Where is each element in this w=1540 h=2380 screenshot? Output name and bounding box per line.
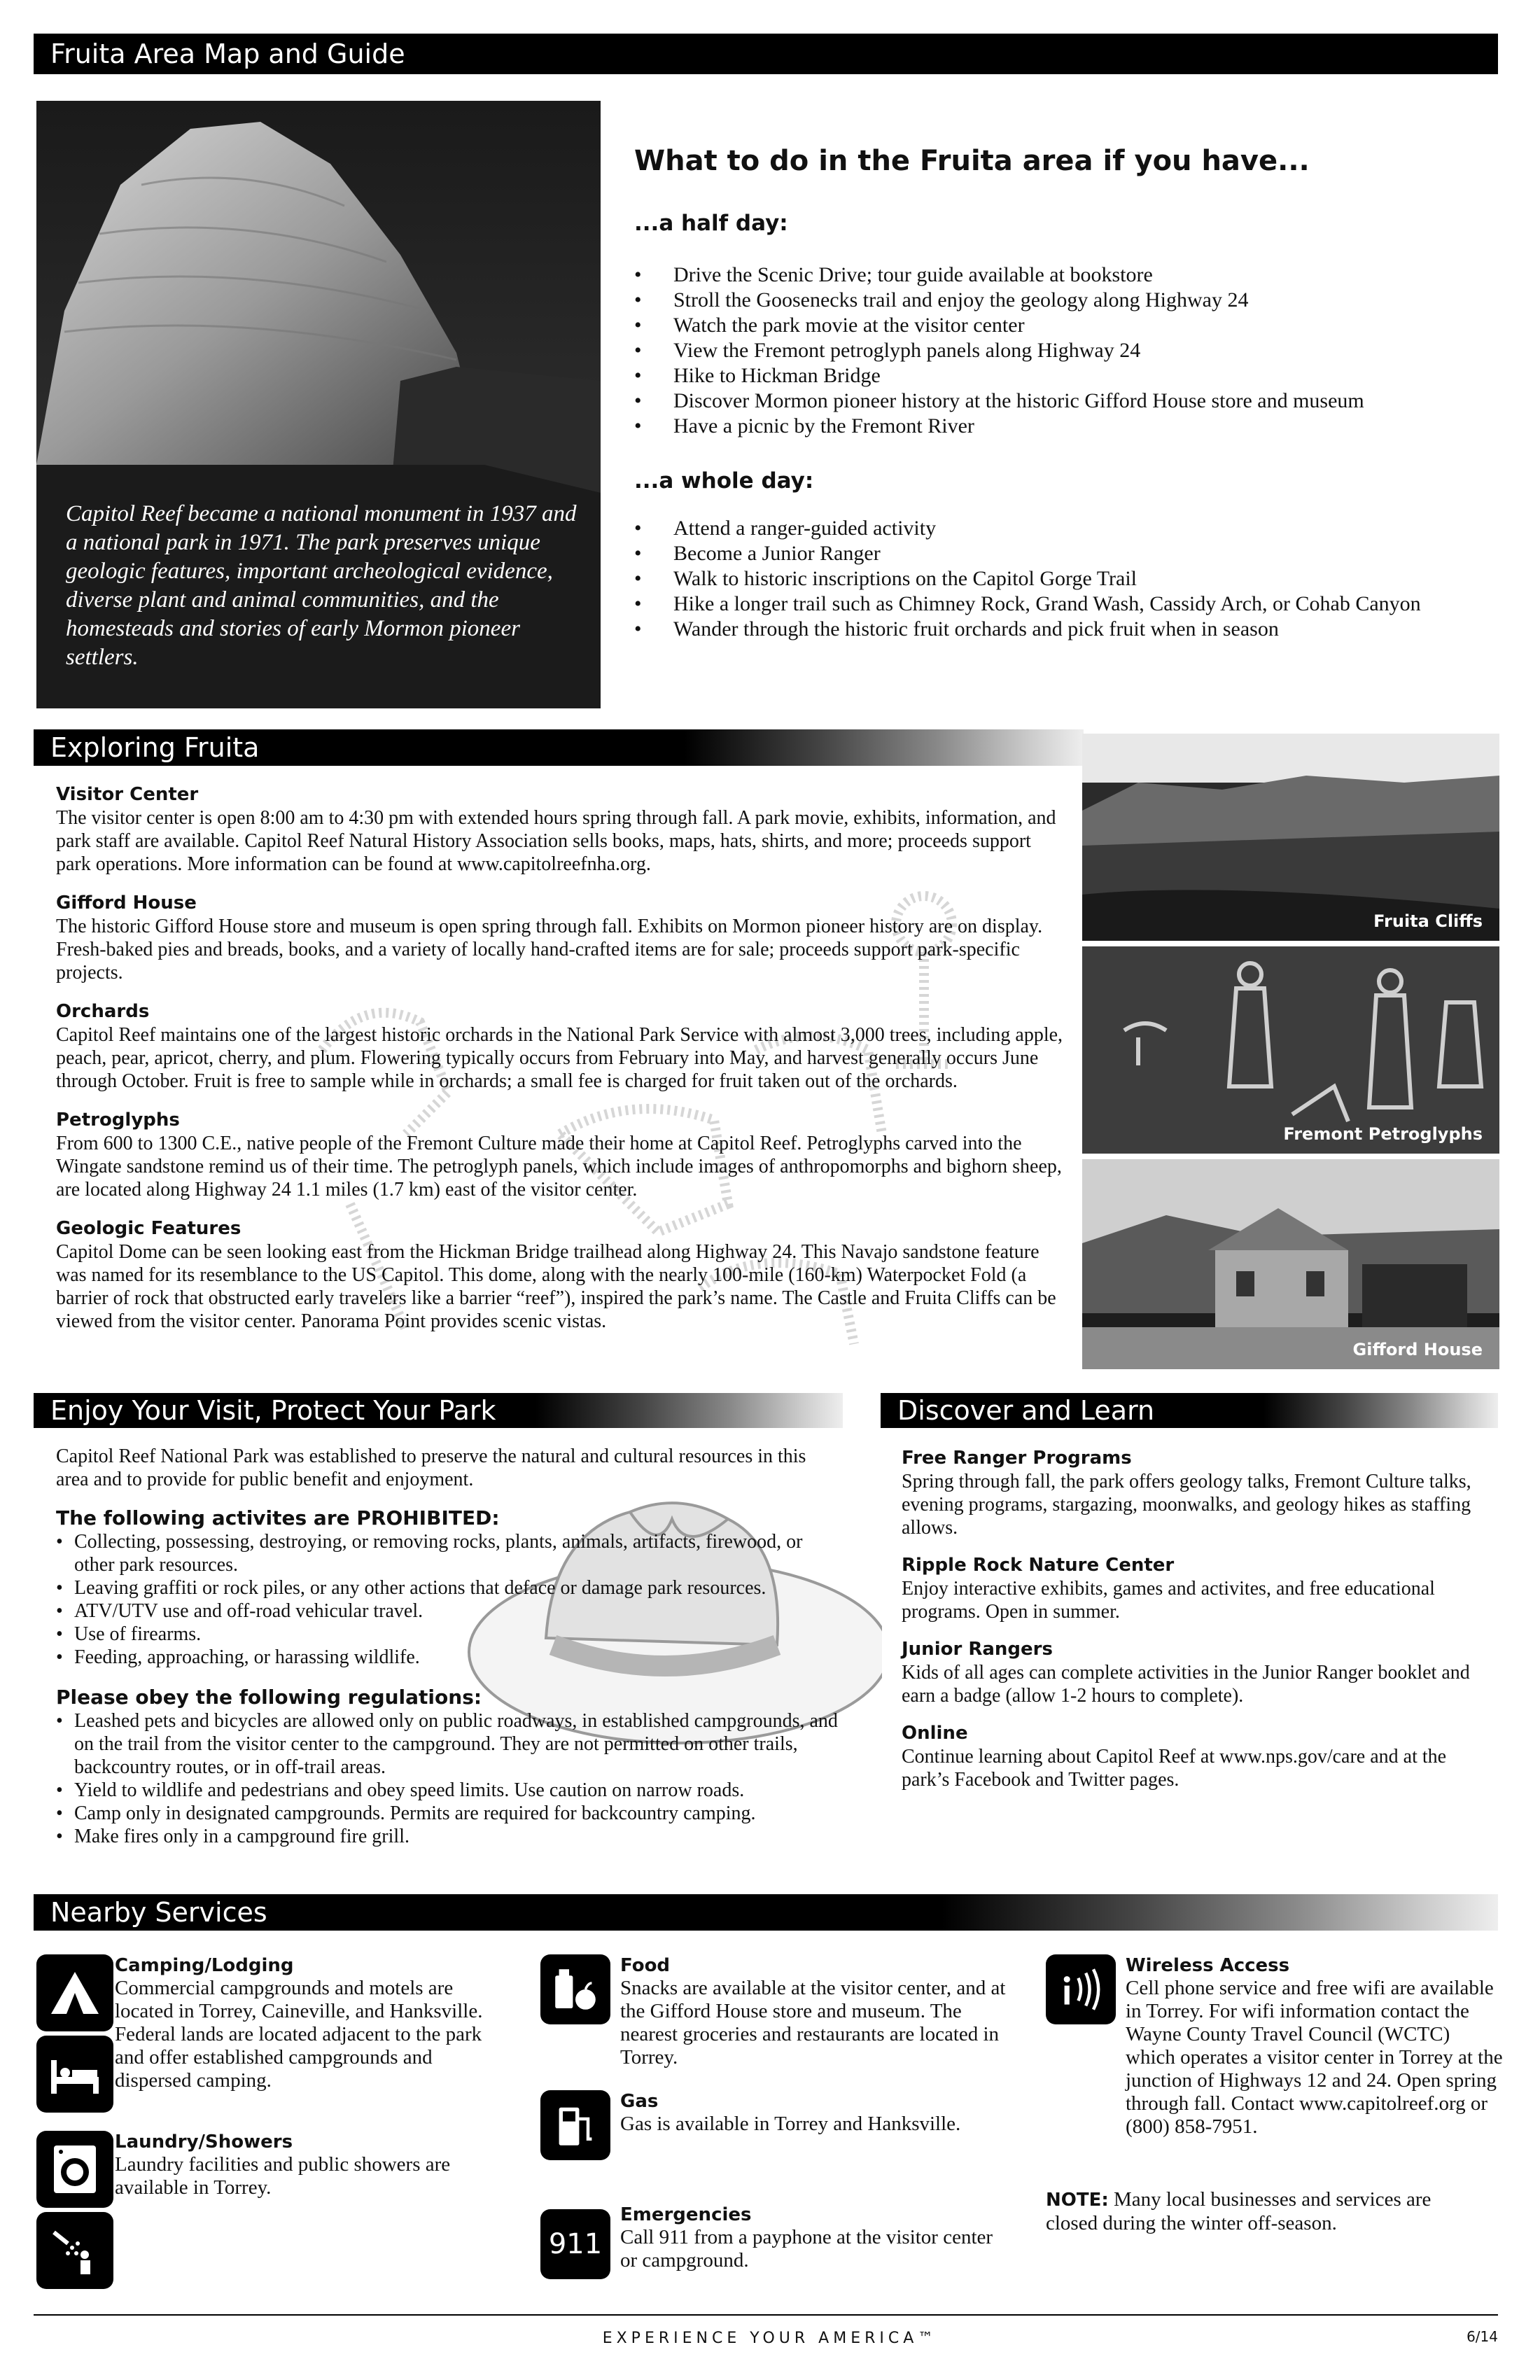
food-service xyxy=(620,1954,1012,2069)
note-label: NOTE: xyxy=(1046,2190,1109,2211)
discover-heading: Junior Rangers xyxy=(902,1639,1053,1660)
list-item: • Feeding, approaching, or harassing wildlife. xyxy=(56,1646,840,1669)
list-item: • Hike to Hickman Bridge xyxy=(634,363,1474,388)
exploring-heading-geology: Geologic Features xyxy=(56,1218,241,1239)
discover-title: Discover and Learn xyxy=(897,1395,1155,1426)
cliffs-image xyxy=(1082,734,1499,941)
discover-text: Continue learning about Capitol Reef at www.nps.gov/care and at the park’s Facebook and Twitter pages. xyxy=(902,1746,1447,1791)
list-item: • Leashed pets and bicycles are allowed only on public roadways, in established campgrounds, and on the trail from the visitor center to the campground. They are not permitted on other trails, backcountry routes, or in off-trail areas. xyxy=(56,1709,840,1779)
discover-text: Spring through fall, the park offers geology talks, Fremont Culture talks, evening programs, stargazing, moonwalks, and geology hikes as staffing allows. xyxy=(902,1471,1471,1539)
exploring-body xyxy=(56,783,1064,1333)
discover-header xyxy=(881,1393,1498,1428)
list-item: • Collecting, possessing, destroying, or removing rocks, plants, animals, artifacts, firewood, or other park resources. xyxy=(56,1530,840,1576)
list-item: • Walk to historic inscriptions on the Capitol Gorge Trail xyxy=(634,566,1474,592)
hero-photo xyxy=(36,101,601,708)
list-item: • View the Fremont petroglyph panels along Highway 24 xyxy=(634,338,1474,363)
emergency-911-icon xyxy=(540,2209,610,2279)
todo-heading: What to do in the Fruita area if you have... xyxy=(634,145,1310,177)
discover-text: Kids of all ages can complete activities in the Junior Ranger booklet and earn a badge (allow 1-2 hours to complete). xyxy=(902,1662,1470,1707)
wireless-heading: Wireless Access xyxy=(1126,1955,1290,1976)
gas-pump-icon xyxy=(540,2090,610,2160)
tent-icon xyxy=(36,1954,113,2031)
laundry-heading: Laundry/Showers xyxy=(115,2132,293,2152)
photo-caption: Fremont Petroglyphs xyxy=(1283,1124,1483,1144)
services-title: Nearby Services xyxy=(50,1897,267,1928)
laundry-text: Laundry facilities and public showers are available in Torrey. xyxy=(115,2153,451,2199)
washing-machine-icon xyxy=(36,2131,113,2208)
food-text: Snacks are available at the visitor center, and at the Gifford House store and museum. The nearest groceries and restaurants are located in Torrey. xyxy=(620,1977,1006,2068)
emergency-icon-text: 911 xyxy=(548,2228,603,2260)
food-icon xyxy=(540,1954,610,2024)
list-item: • Yield to wildlife and pedestrians and obey speed limits. Use caution on narrow roads. xyxy=(56,1779,840,1802)
exploring-heading-gifford: Gifford House xyxy=(56,892,197,913)
discover-heading: Free Ranger Programs xyxy=(902,1448,1132,1469)
exploring-title: Exploring Fruita xyxy=(50,732,260,763)
list-item: • Use of firearms. xyxy=(56,1623,840,1646)
exploring-header xyxy=(34,729,1084,766)
gas-heading: Gas xyxy=(620,2091,659,2112)
page-title: Fruita Area Map and Guide xyxy=(50,38,405,69)
list-item: • Stroll the Goosenecks trail and enjoy the geology along Highway 24 xyxy=(634,288,1474,313)
discover-body xyxy=(902,1446,1476,1791)
gas-service xyxy=(620,2090,1012,2136)
wireless-text: Cell phone service and free wifi are available in Torrey. For wifi information contact the Wayne County Travel Council (WCTC) which operates a visitor center in Torrey at the junction of Highways 12 and 24. Open spring through fall. Contact www.capitolreef.org or (800) 858-7951. xyxy=(1126,1977,1503,2138)
prohibited-list xyxy=(56,1530,840,1669)
list-item: • Discover Mormon pioneer history at the historic Gifford House store and museum xyxy=(634,388,1474,414)
hero-caption: Capitol Reef became a national monument in 1937 and a national park in 1971. The park preserves unique geologic features, important archeological evidence, diverse plant and animal communities, and the homesteads and stories of early Mormon pioneer settlers. xyxy=(66,501,577,670)
services-note xyxy=(1046,2188,1480,2235)
enjoy-header xyxy=(34,1393,843,1428)
list-item: • Make fires only in a campground fire grill. xyxy=(56,1825,840,1848)
discover-heading: Ripple Rock Nature Center xyxy=(902,1555,1175,1576)
services-header xyxy=(34,1894,1498,1931)
half-day-list xyxy=(634,262,1474,439)
discover-heading: Online xyxy=(902,1723,968,1744)
discover-text: Enjoy interactive exhibits, games and activites, and free educational programs. Open in summer. xyxy=(902,1578,1435,1623)
page-header xyxy=(34,34,1498,74)
exploring-text: The historic Gifford House store and museum is open spring through fall. Exhibits on Mormon pioneer history are on display. Fresh-baked pies and breads, books, and a variety of locally hand-crafted items are for sale; proceeds support park-specific projects. xyxy=(56,916,1043,983)
footer-tagline: EXPERIENCE YOUR AMERICA™ xyxy=(602,2330,938,2347)
food-heading: Food xyxy=(620,1955,671,1976)
wireless-icon xyxy=(1046,1954,1116,2024)
list-item: • Attend a ranger-guided activity xyxy=(634,516,1474,541)
footer-rule xyxy=(34,2314,1498,2316)
whole-day-label: ...a whole day: xyxy=(634,468,814,493)
exploring-heading-visitor-center: Visitor Center xyxy=(56,784,199,805)
list-item: • Wander through the historic fruit orchards and pick fruit when in season xyxy=(634,617,1474,642)
whole-day-list xyxy=(634,516,1474,642)
regulations-list xyxy=(56,1709,840,1848)
wireless-service xyxy=(1126,1954,1504,2138)
photo-fruita-cliffs xyxy=(1082,734,1499,941)
note-text: Many local businesses and services are closed during the winter off-season. xyxy=(1046,2188,1432,2234)
list-item: • Have a picnic by the Fremont River xyxy=(634,414,1474,439)
photo-caption: Fruita Cliffs xyxy=(1373,911,1483,931)
list-item: • Leaving graffiti or rock piles, or any other actions that deface or damage park resources. xyxy=(56,1576,840,1600)
exploring-heading-orchards: Orchards xyxy=(56,1001,150,1022)
enjoy-intro: Capitol Reef National Park was established to preserve the natural and cultural resources in this area and to provide for public benefit and enjoyment. xyxy=(56,1446,806,1490)
camping-heading: Camping/Lodging xyxy=(115,1955,294,1976)
list-item: • Camp only in designated campgrounds. Permits are required for backcountry camping. xyxy=(56,1802,840,1825)
enjoy-title: Enjoy Your Visit, Protect Your Park xyxy=(50,1395,496,1426)
todo-section xyxy=(634,144,1474,642)
camping-service xyxy=(115,1954,493,2092)
exploring-text: Capitol Reef maintains one of the largest historic orchards in the National Park Service with almost 3,000 trees, including apple, peach, pear, apricot, cherry, and plum. Flowering typically occurs from February into May, and harvest generally occurs June through October. Fruit is free to sample while in orchards; a small fee is charged for fruit taken out of the orchards. xyxy=(56,1024,1063,1092)
half-day-label: ...a half day: xyxy=(634,211,788,236)
exploring-text: The visitor center is open 8:00 am to 4:30 pm with extended hours spring through fall. A park movie, exhibits, information, and park staff are available. Capitol Reef Natural History Association sells books, maps, hats, shirts, and more; proceeds support park operations. More information can be found at www.capitolreefnha.org. xyxy=(56,807,1056,875)
regulations-heading: Please obey the following regulations: xyxy=(56,1686,482,1709)
exploring-text: Capitol Dome can be seen looking east from the Hickman Bridge trailhead along Highway 24. This Navajo sandstone feature was named for its resemblance to the US Capitol. This dome, along with the nearly 100-mile (160-km) Waterpocket Fold (a barrier of rock that obstructed early travelers like a barrier “reef”), inspired the park’s name. The Castle and Fruita Cliffs can be viewed from the visitor center. Panorama Point provides scenic vistas. xyxy=(56,1241,1056,1332)
bed-icon xyxy=(36,2036,113,2113)
gifford-house-image xyxy=(1082,1159,1499,1369)
photo-gifford-house xyxy=(1082,1159,1499,1369)
laundry-service xyxy=(115,2131,493,2199)
emergency-service xyxy=(620,2204,1012,2272)
enjoy-body xyxy=(56,1445,840,1848)
list-item: • Watch the park movie at the visitor center xyxy=(634,313,1474,338)
camping-text: Commercial campgrounds and motels are located in Torrey, Caineville, and Hanksville. Federal lands are located adjacent to the park and offer established campgrounds and dispersed camping. xyxy=(115,1977,483,2092)
exploring-heading-petroglyphs: Petroglyphs xyxy=(56,1110,180,1130)
emergency-heading: Emergencies xyxy=(620,2204,752,2225)
gas-text: Gas is available in Torrey and Hanksville. xyxy=(620,2113,961,2135)
shower-icon xyxy=(36,2212,113,2289)
list-item: • Drive the Scenic Drive; tour guide available at bookstore xyxy=(634,262,1474,288)
prohibited-heading: The following activites are PROHIBITED: xyxy=(56,1506,500,1530)
emergency-text: Call 911 from a payphone at the visitor center or campground. xyxy=(620,2226,993,2272)
petroglyphs-image xyxy=(1082,946,1499,1154)
photo-caption: Gifford House xyxy=(1352,1340,1483,1359)
list-item: • ATV/UTV use and off-road vehicular travel. xyxy=(56,1600,840,1623)
list-item: • Hike a longer trail such as Chimney Rock, Grand Wash, Cassidy Arch, or Cohab Canyon xyxy=(634,592,1474,617)
page-number: 6/14 xyxy=(1466,2328,1498,2345)
list-item: • Become a Junior Ranger xyxy=(634,541,1474,566)
photo-petroglyphs xyxy=(1082,946,1499,1154)
exploring-text: From 600 to 1300 C.E., native people of the Fremont Culture made their home at Capitol Reef. Petroglyphs carved into the Wingate sandstone remind us of their time. The petroglyph panels, which include images of anthropomorphs and bighorn sheep, are located along Highway 24 1.1 miles (1.7 km) east of the visitor center. xyxy=(56,1133,1062,1200)
